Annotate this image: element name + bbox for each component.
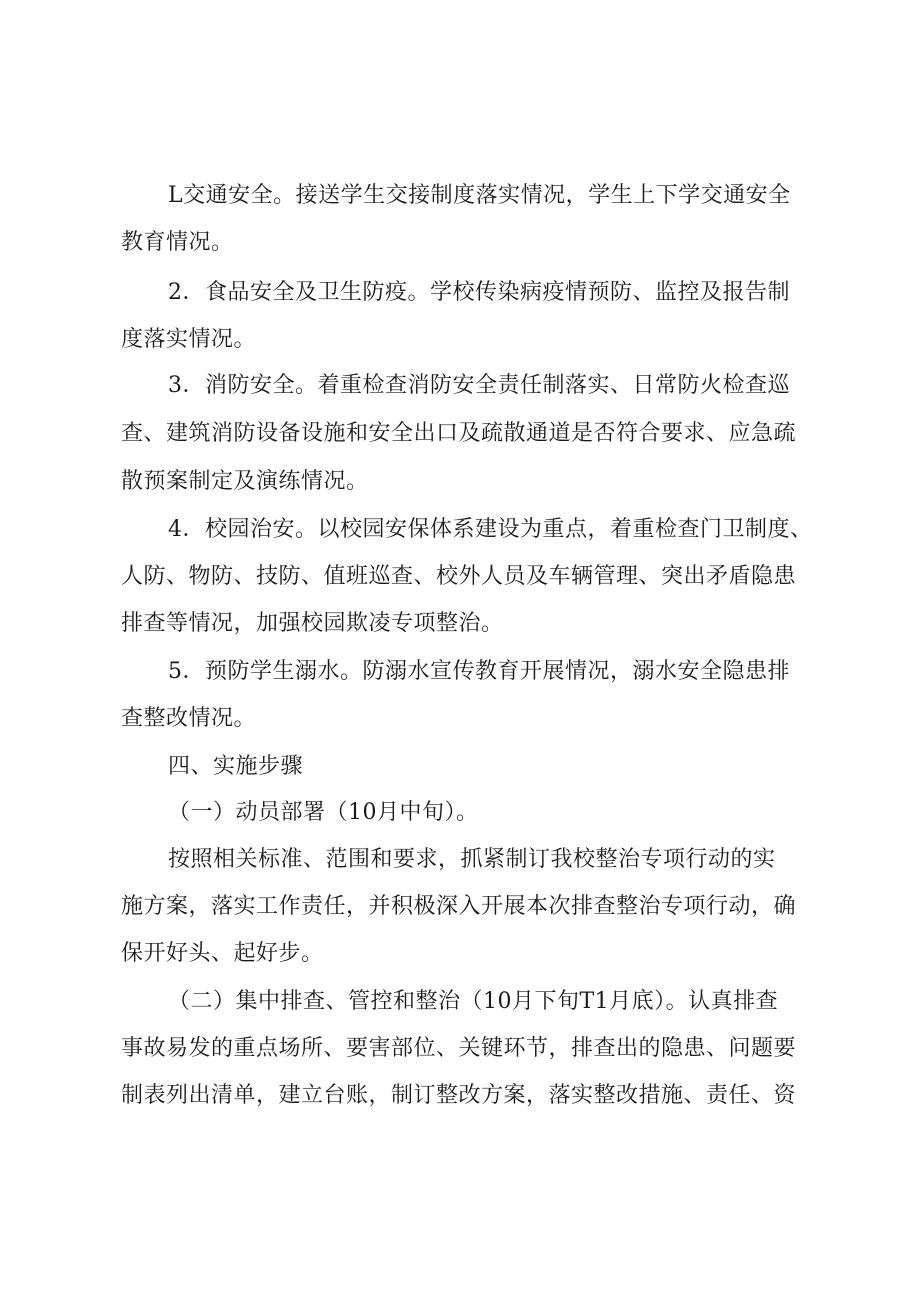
text-line: L交通安全。接送学生交接制度落实情况，学生上下学交通安全 <box>168 183 791 208</box>
text-line: 事故易发的重点场所、要害部位、关键环节，排查出的隐患、问题要 <box>121 1036 797 1061</box>
text-line: 制表列出清单，建立台账，制订整改方案，落实整改措施、责任、资 <box>121 1083 797 1108</box>
text-line: 排查等情况，加强校园欺凌专项整治。 <box>121 611 504 636</box>
subsection-heading: （二）集中排查、管控和整治（10月下旬T1月底）。认真排查 <box>168 989 779 1014</box>
text-line: 2．食品安全及卫生防疫。学校传染病疫情预防、监控及报告制 <box>168 280 790 305</box>
text-line: 散预案制定及演练情况。 <box>121 469 369 494</box>
subsection-heading: （一）动员部署（10月中旬）。 <box>168 800 479 825</box>
text-line: 查整改情况。 <box>121 706 257 731</box>
text-line: 3．消防安全。着重检查消防安全责任制落实、日常防火检查巡 <box>168 373 790 398</box>
section-heading: 四、实施步骤 <box>168 754 304 779</box>
text-line: 查、建筑消防设备设施和安全出口及疏散通道是否符合要求、应急疏 <box>121 421 797 446</box>
text-line: 施方案，落实工作责任，并积极深入开展本次排查整治专项行动，确 <box>121 894 797 919</box>
text-line: 按照相关标准、范围和要求，抓紧制订我校整治专项行动的实 <box>168 847 776 872</box>
text-line: 4．校园治安。以校园安保体系建设为重点，着重检查门卫制度、 <box>168 517 813 542</box>
text-line: 保开好头、起好步。 <box>121 941 324 966</box>
text-line: 5．预防学生溺水。防溺水宣传教育开展情况，溺水安全隐患排 <box>168 659 790 684</box>
text-line: 度落实情况。 <box>121 327 257 352</box>
text-line: 教育情况。 <box>121 230 234 255</box>
text-line: 人防、物防、技防、值班巡查、校外人员及车辆管理、突出矛盾隐患 <box>121 564 797 589</box>
